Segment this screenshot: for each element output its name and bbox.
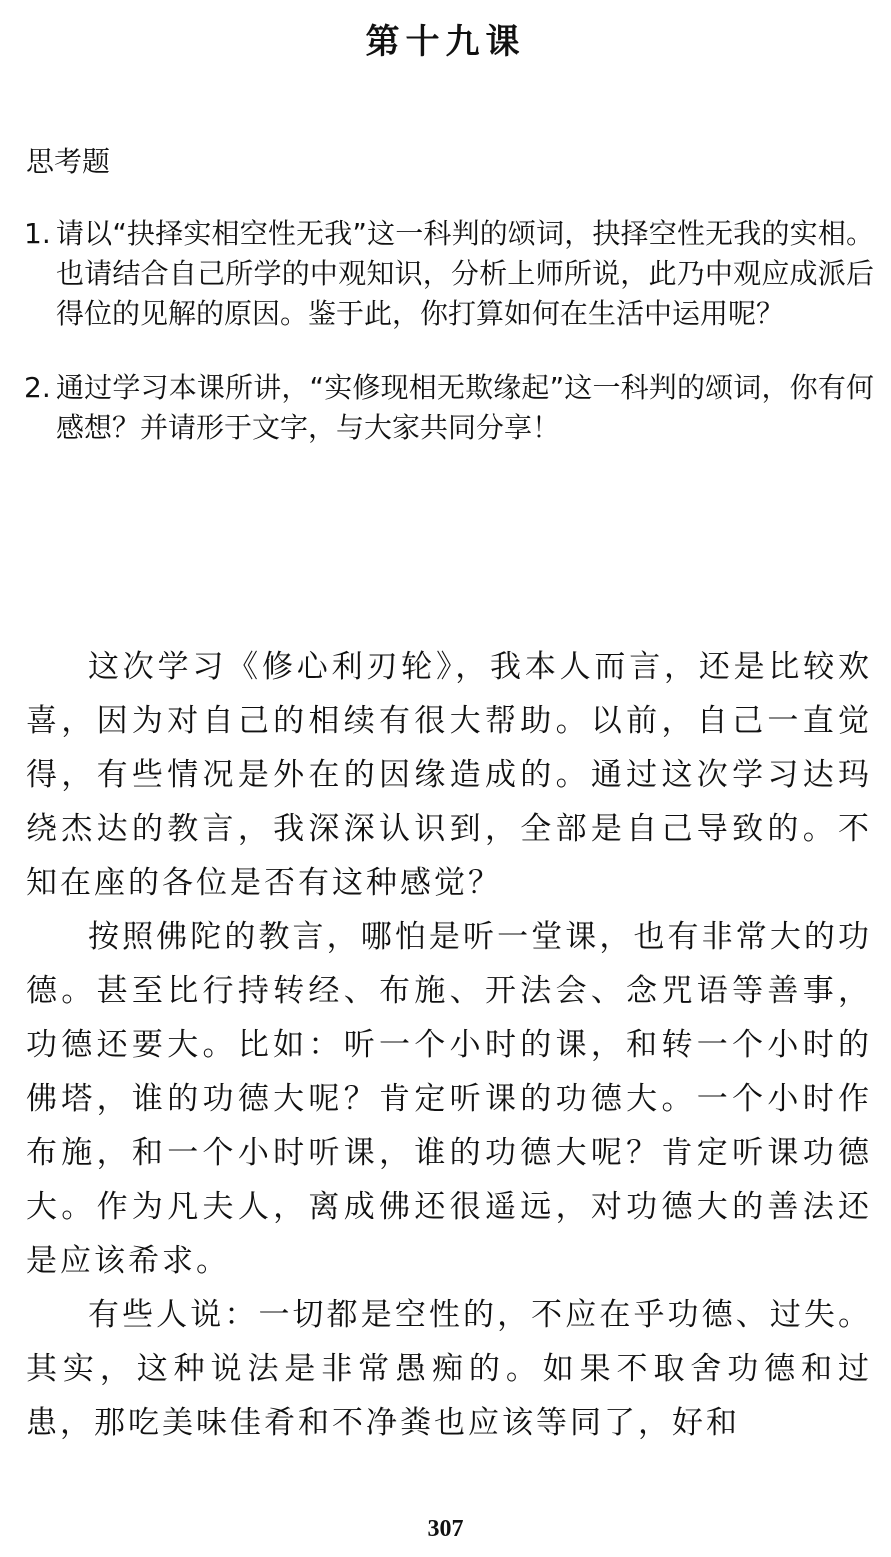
question-number: 2. xyxy=(24,371,51,404)
question-item xyxy=(24,214,874,334)
section-heading: 思考题 xyxy=(26,145,111,178)
essay-body xyxy=(26,640,872,1450)
essay-paragraph: 有些人说：一切都是空性的，不应在乎功德、过失。其实，这种说法是非常愚痴的。如果不取舍功德和过患，那吃美味佳肴和不净粪也应该等同了，好和 xyxy=(26,1297,872,1441)
question-text: 通过学习本课所讲，“实修现相无欺缘起”这一科判的颂词，你有何感想？并请形于文字，与大家共同分享！ xyxy=(56,371,874,444)
page-number: 307 xyxy=(427,1516,464,1542)
question-item xyxy=(24,368,874,448)
essay-paragraph: 这次学习《修心利刃轮》，我本人而言，还是比较欢喜，因为对自己的相续有很大帮助。以前，自己一直觉得，有些情况是外在的因缘造成的。通过这次学习达玛绕杰达的教言，我深深认识到，全部是自己导致的。不知在座的各位是否有这种感觉？ xyxy=(26,649,872,901)
question-list xyxy=(24,214,874,448)
essay-paragraph: 按照佛陀的教言，哪怕是听一堂课，也有非常大的功德。甚至比行持转经、布施、开法会、念咒语等善事，功德还要大。比如：听一个小时的课，和转一个小时的佛塔，谁的功德大呢？肯定听课的功德大。一个小时作布施，和一个小时听课，谁的功德大呢？肯定听课功德大。作为凡夫人，离成佛还很遥远，对功德大的善法还是应该希求。 xyxy=(26,919,872,1279)
lesson-title: 第十九课 xyxy=(365,22,526,62)
question-number: 1. xyxy=(24,217,51,250)
question-text: 请以“抉择实相空性无我”这一科判的颂词，抉择空性无我的实相。也请结合自己所学的中观知识，分析上师所说，此乃中观应成派后得位的见解的原因。鉴于此，你打算如何在生活中运用呢？ xyxy=(56,217,874,330)
